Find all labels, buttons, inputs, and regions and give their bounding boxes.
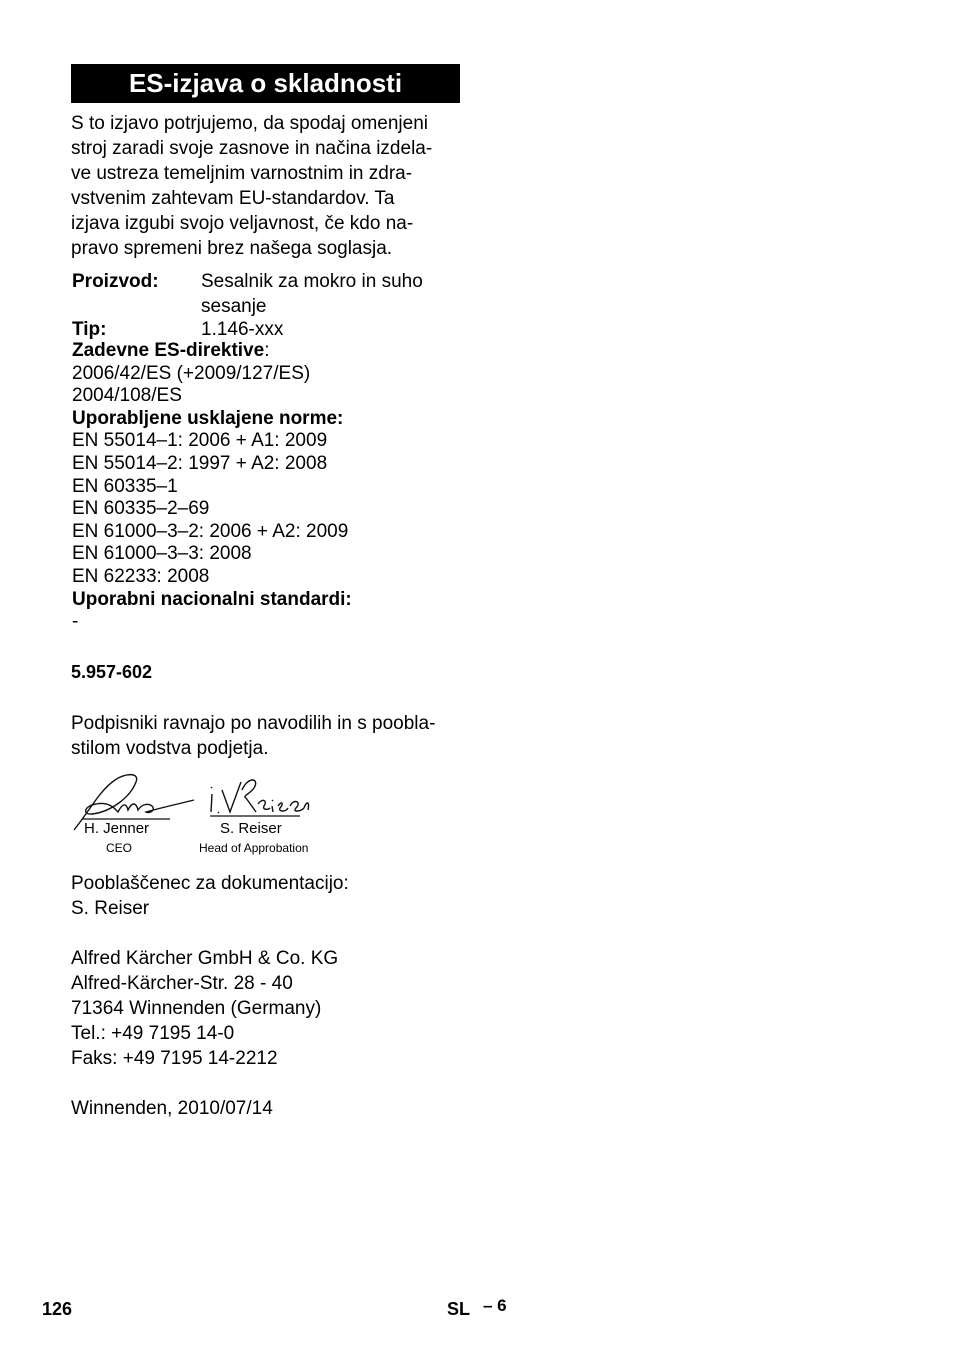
norm-item: EN 55014–1: 2006 + A1: 2009 (72, 430, 328, 452)
signature-reiser (211, 780, 309, 813)
doc-rep-line: S. Reiser (71, 898, 150, 919)
address-line: Alfred Kärcher GmbH & Co. KG (71, 948, 339, 969)
signer-name: H. Jenner (84, 820, 150, 837)
page-title: ES-izjava o skladnosti (71, 64, 460, 103)
product-value-line: sesanje (201, 296, 267, 317)
signers-note (71, 711, 435, 761)
norm-item: EN 61000–3–2: 2006 + A2: 2009 (72, 520, 349, 542)
directives-colon: : (264, 340, 270, 361)
intro-line: pravo spremeni brez našega soglasja. (71, 238, 393, 259)
signer-role: Head of Approbation (199, 841, 309, 855)
product-value-line: Sesalnik za mokro in suho (201, 271, 423, 292)
type-label: Tip: (72, 319, 107, 340)
doc-rep-line: Pooblaščenec za dokumentacijo: (71, 873, 349, 894)
national-label: Uporabni nacionalni standardi: (72, 588, 352, 610)
intro-line: izjava izgubi svojo veljavnost, če kdo na- (71, 213, 414, 234)
harmonized-label: Uporabljene usklajene norme: (72, 407, 344, 429)
signature-block (70, 770, 340, 860)
norm-item: EN 61000–3–3: 2008 (72, 543, 252, 565)
part-number: 5.957-602 (71, 662, 153, 682)
directive-item: 2006/42/ES (+2009/127/ES) (72, 362, 311, 384)
directives-heading (72, 340, 352, 363)
norm-item: EN 62233: 2008 (72, 565, 210, 587)
norm-item: EN 60335–2–69 (72, 498, 210, 520)
address-line: Tel.: +49 7195 14-0 (71, 1023, 235, 1044)
product-label: Proizvod: (72, 271, 159, 292)
intro-line: stroj zaradi svoje zasnove in načina izdela- (71, 138, 433, 159)
directives-block (72, 340, 352, 634)
intro-line: ve ustreza temeljnim varnostnim in zdra- (71, 163, 413, 184)
address-line: 71364 Winnenden (Germany) (71, 998, 322, 1019)
doc-representative (71, 871, 349, 921)
product-value (201, 270, 423, 318)
norm-item: EN 55014–2: 1997 + A2: 2008 (72, 452, 328, 474)
page-number: 126 (42, 1299, 73, 1319)
type-value: 1.146-xxx (201, 319, 284, 340)
place-date: Winnenden, 2010/07/14 (71, 1098, 273, 1119)
directive-item: 2004/108/ES (72, 385, 182, 407)
section-number: – 6 (483, 1296, 507, 1315)
norm-item: EN 60335–1 (72, 475, 178, 497)
signers-note-line: Podpisniki ravnajo po navodilih in s poobla- (71, 713, 436, 734)
intro-line: S to izjavo potrjujemo, da spodaj omenjeni (71, 113, 428, 134)
company-address (71, 946, 338, 1071)
directives-label: Zadevne ES-direktive (72, 340, 265, 361)
language-code: SL (447, 1299, 471, 1319)
address-line: Alfred-Kärcher-Str. 28 - 40 (71, 973, 293, 994)
signer-role: CEO (106, 841, 133, 855)
intro-line: vstvenim zahtevam EU-standardov. Ta (71, 188, 395, 209)
signers-note-line: stilom vodstva podjetja. (71, 738, 269, 759)
signer-name: S. Reiser (220, 820, 282, 837)
intro-paragraph (71, 111, 471, 261)
national-value: - (72, 611, 79, 633)
address-line: Faks: +49 7195 14-2212 (71, 1048, 278, 1069)
